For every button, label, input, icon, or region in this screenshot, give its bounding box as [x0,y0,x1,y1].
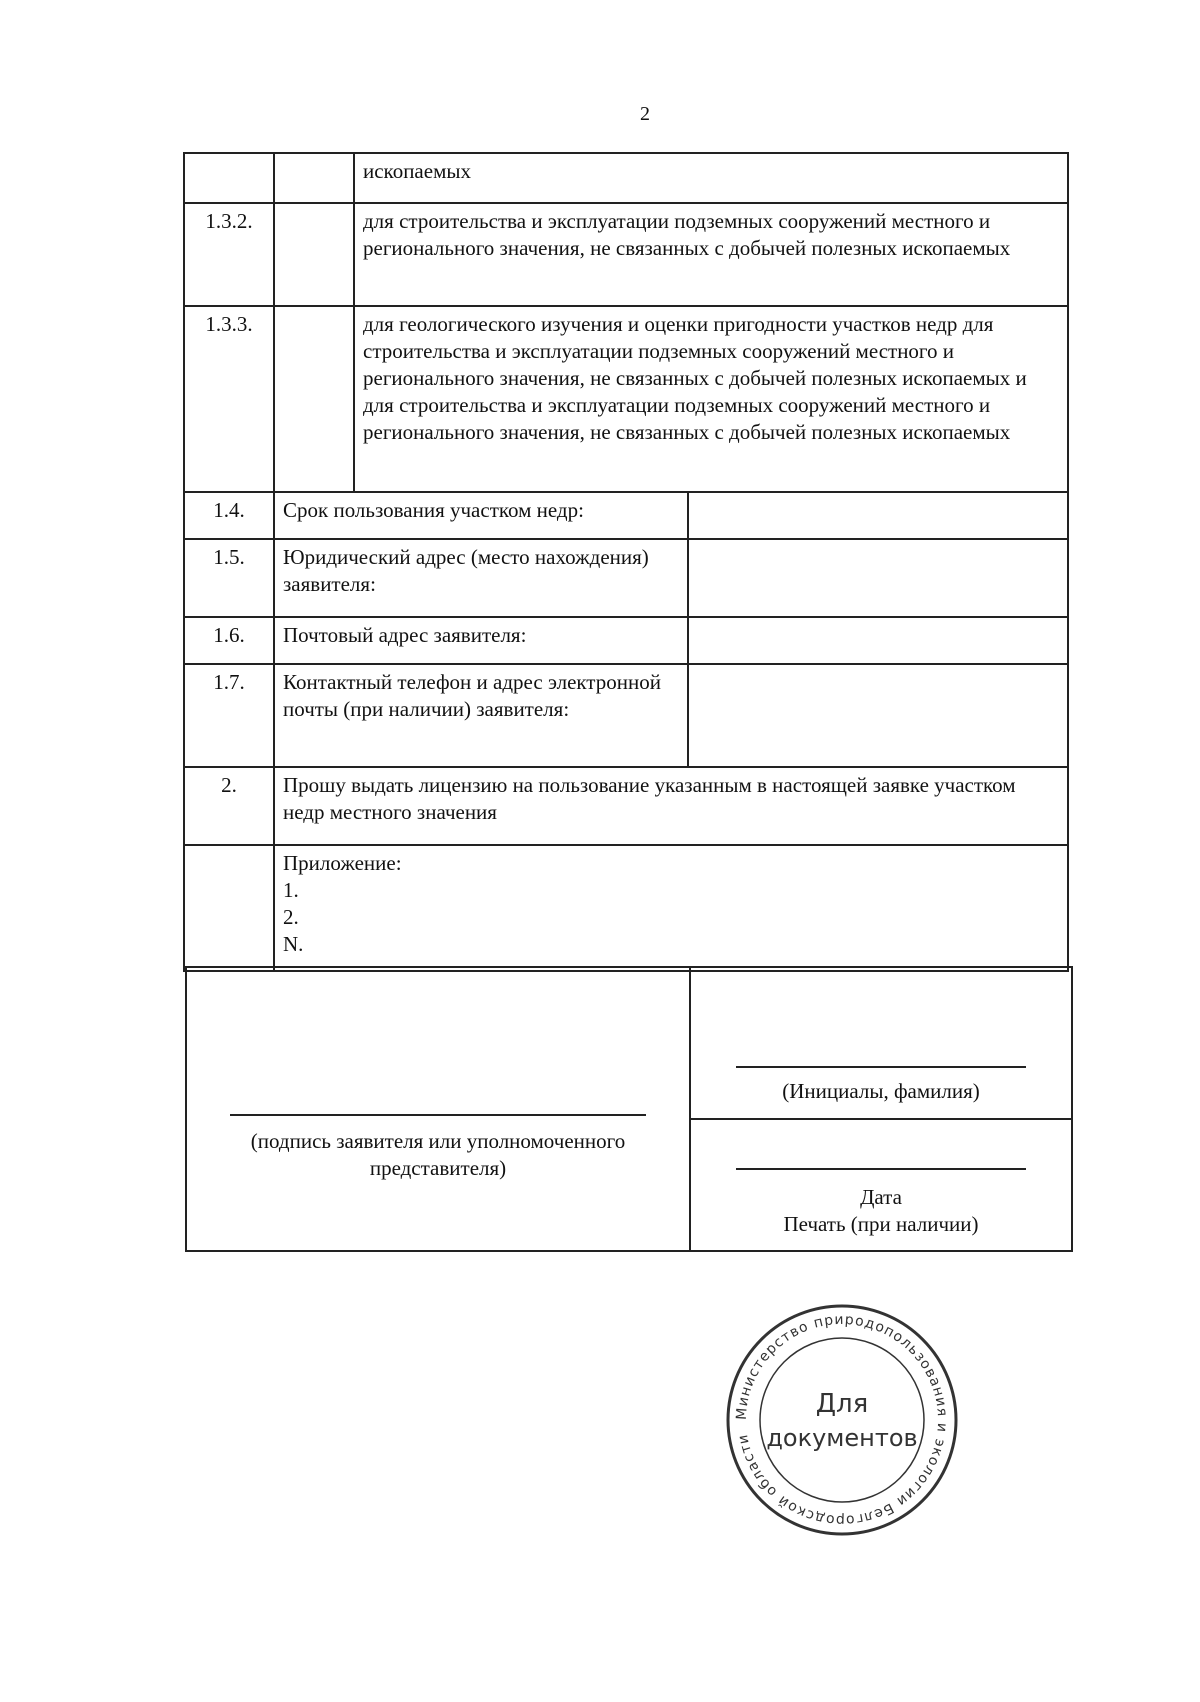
row-number: 1.6. [184,617,274,664]
table-row [184,203,1068,306]
field-value[interactable] [688,664,1068,767]
initials-cell [690,967,1072,1119]
request-text: Прошу выдать лицензию на пользование указанным в настоящей заявке участком недр местного значения [274,767,1068,845]
row-subcolumn [274,306,354,492]
stamp-center-line2: документов [766,1424,918,1452]
row-text: для геологического изучения и оценки пригодности участков недр для строительства и эксплуатации подземных сооружений местного и регионального значения, не связанных с добычей полезных ископаемых и для строительства и эксплуатации подземных сооружений местного и регионального значения, не связанных с добычей полезных ископаемых [354,306,1068,492]
row-text: ископаемых [354,153,1068,203]
row-subcolumn [274,203,354,306]
row-number [184,845,274,971]
attachments-title: Приложение: [283,851,402,875]
table-row [184,617,1068,664]
table-row [184,153,1068,203]
applicant-signature-line[interactable] [230,1114,646,1116]
attachment-item: 2. [283,905,299,929]
stamp-graphic [722,1300,962,1540]
page-number: 2 [640,103,650,125]
table-row [184,845,1068,971]
table-row [184,664,1068,767]
initials-caption: (Инициалы, фамилия) [782,1079,980,1103]
seal-label: Печать (при наличии) [783,1212,979,1236]
field-value[interactable] [688,492,1068,539]
official-stamp [722,1300,962,1540]
row-number: 1.3.3. [184,306,274,492]
field-label: Почтовый адрес заявителя: [274,617,688,664]
applicant-signature-cell [186,967,690,1251]
stamp-center-line1: Для [815,1389,869,1419]
date-seal-cell [690,1119,1072,1251]
field-value[interactable] [688,539,1068,617]
table-row [184,492,1068,539]
application-form-table [183,152,1069,972]
attachment-item: N. [283,932,304,956]
signature-block [185,966,1073,1252]
row-number: 1.4. [184,492,274,539]
date-line[interactable] [736,1168,1026,1170]
date-label: Дата [860,1185,902,1209]
field-label: Контактный телефон и адрес электронной почты (при наличии) заявителя: [274,664,688,767]
row-number [184,153,274,203]
field-label: Юридический адрес (место нахождения) заявителя: [274,539,688,617]
applicant-signature-caption: (подпись заявителя или уполномоченного представителя) [250,1129,626,1180]
row-number: 2. [184,767,274,845]
svg-text:Министерство природопользовани [734,1312,950,1528]
table-row [184,539,1068,617]
field-label: Срок пользования участком недр: [274,492,688,539]
row-subcolumn [274,153,354,203]
attachments-cell [274,845,1068,971]
attachment-item: 1. [283,878,299,902]
field-value[interactable] [688,617,1068,664]
table-row [184,306,1068,492]
stamp-ring-text: Министерство природопользования и экологии Белгородской области [733,1311,951,1529]
row-number: 1.7. [184,664,274,767]
row-text: для строительства и эксплуатации подземных сооружений местного и регионального значения, не связанных с добычей полезных ископаемых [354,203,1068,306]
table-row [184,767,1068,845]
row-number: 1.5. [184,539,274,617]
row-number: 1.3.2. [184,203,274,306]
initials-line[interactable] [736,1066,1026,1068]
